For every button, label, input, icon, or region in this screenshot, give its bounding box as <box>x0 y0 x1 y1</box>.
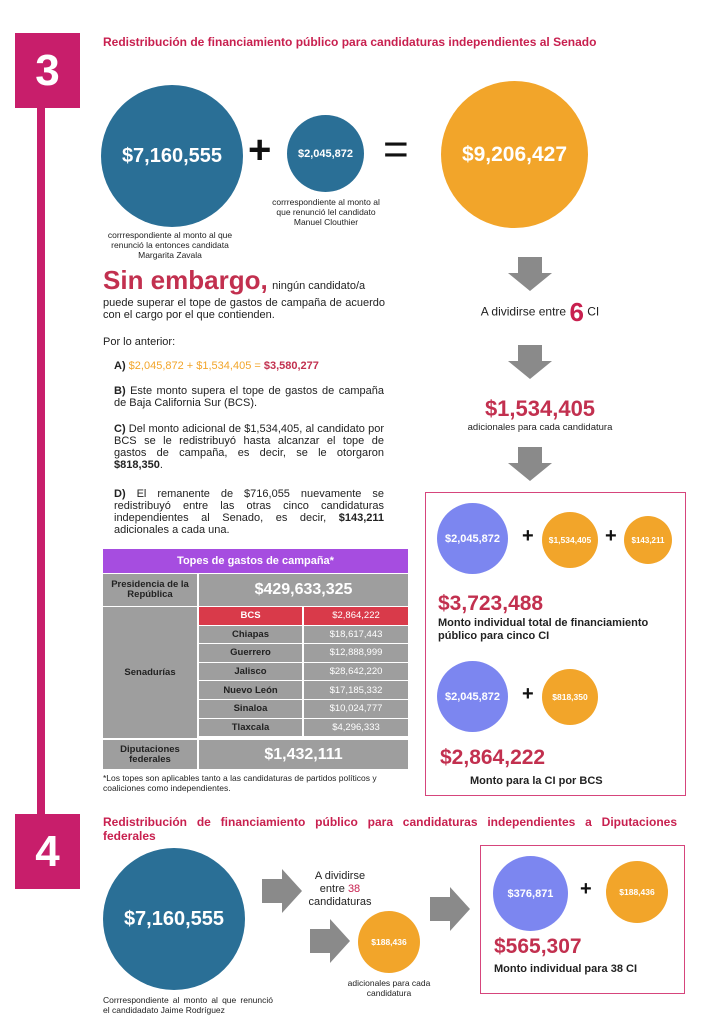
por-lo-anterior: Por lo anterior: <box>103 336 176 348</box>
dividirse-post: CI <box>587 304 600 319</box>
equals-sign: = <box>383 125 409 174</box>
state-value: $17,185,332 <box>304 681 408 699</box>
circle-zavala-amount: $7,160,555 <box>101 85 243 227</box>
sin-embargo-rest: ningún candidato/a <box>272 280 366 292</box>
arrow-right-3 <box>430 887 470 931</box>
caption-clouthier: corrrespondiente al monto al que renunció lel candidato Manuel Clouthier <box>272 197 380 227</box>
section-4-circle-caption: Corrrespondiente al monto al que renunció el candidadato Jaime Rodríguez <box>103 995 273 1015</box>
dividirse-38: 38 <box>347 883 361 895</box>
plus-sign: + <box>248 128 272 172</box>
item-c-letter: C) <box>114 423 126 435</box>
state-value: $4,296,333 <box>304 719 408 737</box>
presidencia-label: Presidencia de la República <box>103 574 197 606</box>
box-circle-adicional: $1,534,405 <box>542 512 598 568</box>
box-bcs-caption: Monto para la CI por BCS <box>470 775 603 787</box>
dividirse-line1: A dividirse <box>314 870 366 882</box>
state-rows <box>199 607 408 738</box>
box-bcs-total: $2,864,222 <box>440 746 546 769</box>
s4-box-caption: Monto individual para 38 CI <box>494 963 638 975</box>
item-a-result: $3,580,277 <box>263 360 319 372</box>
adicional-caption: adicionales para cada candidatura <box>467 422 613 433</box>
box-circle-bcs-adicional: $818,350 <box>542 669 598 725</box>
state-value: $28,642,220 <box>304 663 408 681</box>
arrow-down-1 <box>508 257 552 291</box>
arrow-down-3 <box>508 447 552 481</box>
item-c-text: Del monto adicional de $1,534,405, al candidato por BCS se le redistribuyó hasta alcanzar el tope de gastos de campaña, es decir, se le otorgaron <box>114 423 384 459</box>
state-value: $18,617,443 <box>304 626 408 644</box>
timeline-line <box>37 80 45 840</box>
caption-zavala: corrrespondiente al monto al que renunció la entonces candidata Margarita Zavala <box>107 230 233 260</box>
s4-box-circle-base: $376,871 <box>493 856 568 931</box>
dividirse-line2 <box>300 883 380 896</box>
table-footnote: *Los topes son aplicables tanto a las candidaturas de partidos políticos y coaliciones como independientes. <box>103 773 377 793</box>
dividirse-num: 6 <box>569 297 584 327</box>
state-name: Tlaxcala <box>199 719 302 737</box>
s4-box-total: $565,307 <box>494 935 582 958</box>
box-circle-remanente: $143,211 <box>624 516 672 564</box>
dividirse-entre-6 <box>440 297 640 328</box>
section-3-number: 3 <box>15 33 80 108</box>
state-name: Guerrero <box>199 644 302 662</box>
sin-embargo-heading <box>103 265 423 296</box>
circle-total-amount: $9,206,427 <box>441 81 588 228</box>
section-4-small-circle: $188,436 <box>358 911 420 973</box>
box-circle-base-bcs: $2,045,872 <box>437 661 508 732</box>
s4-box-plus: + <box>580 878 592 900</box>
section-4-small-caption: adicionales para cada candidatura <box>347 978 431 998</box>
box-total-value: $3,723,488 <box>438 592 544 615</box>
sin-embargo-bold: Sin embargo, <box>103 265 268 295</box>
item-d-text: El remanente de $716,055 nuevamente se redistribuyó entre las otras cinco candidaturas independientes al Senado, es decir, <box>114 488 384 524</box>
item-d-bold: $143,211 <box>338 512 384 524</box>
state-name: Jalisco <box>199 663 302 681</box>
section-3-title: Redistribución de financiamiento público para candidaturas independientes al Senado <box>103 35 597 49</box>
section-4-dividirse <box>300 870 380 909</box>
item-a-sum: $2,045,872 + $1,534,405 = <box>128 360 264 372</box>
item-d-end: adicionales a cada una. <box>114 524 230 536</box>
section-4-title: Redistribución de financiamiento público para candidaturas independientes a Diputaciones federales <box>103 815 677 843</box>
item-b <box>114 385 384 409</box>
state-value: $10,024,777 <box>304 700 408 718</box>
table-header: Topes de gastos de campaña* <box>103 549 408 573</box>
state-value: $12,888,999 <box>304 644 408 662</box>
box-plus-3: + <box>522 683 534 705</box>
box-circle-base: $2,045,872 <box>437 503 508 574</box>
presidencia-value: $429,633,325 <box>199 574 408 606</box>
state-name: BCS <box>199 607 302 625</box>
item-d-letter: D) <box>114 488 126 500</box>
state-name: Chiapas <box>199 626 302 644</box>
state-value: $2,864,222 <box>304 607 408 625</box>
dividirse-pre: A dividirse entre <box>480 304 567 319</box>
box-total-caption: Monto individual total de financiamiento público para cinco CI <box>438 617 649 642</box>
sin-embargo-text: puede superar el tope de gastos de campaña de acuerdo con el cargo por el que contienden. <box>103 297 385 321</box>
diputaciones-label: Diputaciones federales <box>103 740 197 769</box>
item-d <box>114 488 384 536</box>
diputaciones-value: $1,432,111 <box>199 740 408 769</box>
item-c-end: . <box>159 459 163 471</box>
dividirse-line3: candidaturas <box>308 896 372 908</box>
state-name: Nuevo León <box>199 681 302 699</box>
item-b-letter: B) <box>114 385 126 397</box>
dividirse-line2-pre: entre <box>319 883 348 895</box>
section-4-number: 4 <box>15 814 80 889</box>
circle-clouthier-amount: $2,045,872 <box>287 115 364 192</box>
box-plus-1: + <box>522 525 534 547</box>
adicional-value: $1,534,405 <box>484 396 596 421</box>
item-c <box>114 423 384 471</box>
senadurias-label: Senadurías <box>103 607 197 738</box>
item-a-letter: A) <box>114 360 126 372</box>
arrow-right-2 <box>310 919 350 963</box>
section-4-circle: $7,160,555 <box>103 848 245 990</box>
item-b-text: Este monto supera el tope de gastos de campaña de Baja California Sur (BCS). <box>114 385 384 409</box>
box-plus-2: + <box>605 525 617 547</box>
arrow-down-2 <box>508 345 552 379</box>
topes-table <box>103 549 408 769</box>
state-name: Sinaloa <box>199 700 302 718</box>
s4-box-circle-adicional: $188,436 <box>606 861 668 923</box>
item-a <box>114 360 384 372</box>
item-c-bold: $818,350 <box>114 459 160 471</box>
arrow-right-1 <box>262 869 302 913</box>
